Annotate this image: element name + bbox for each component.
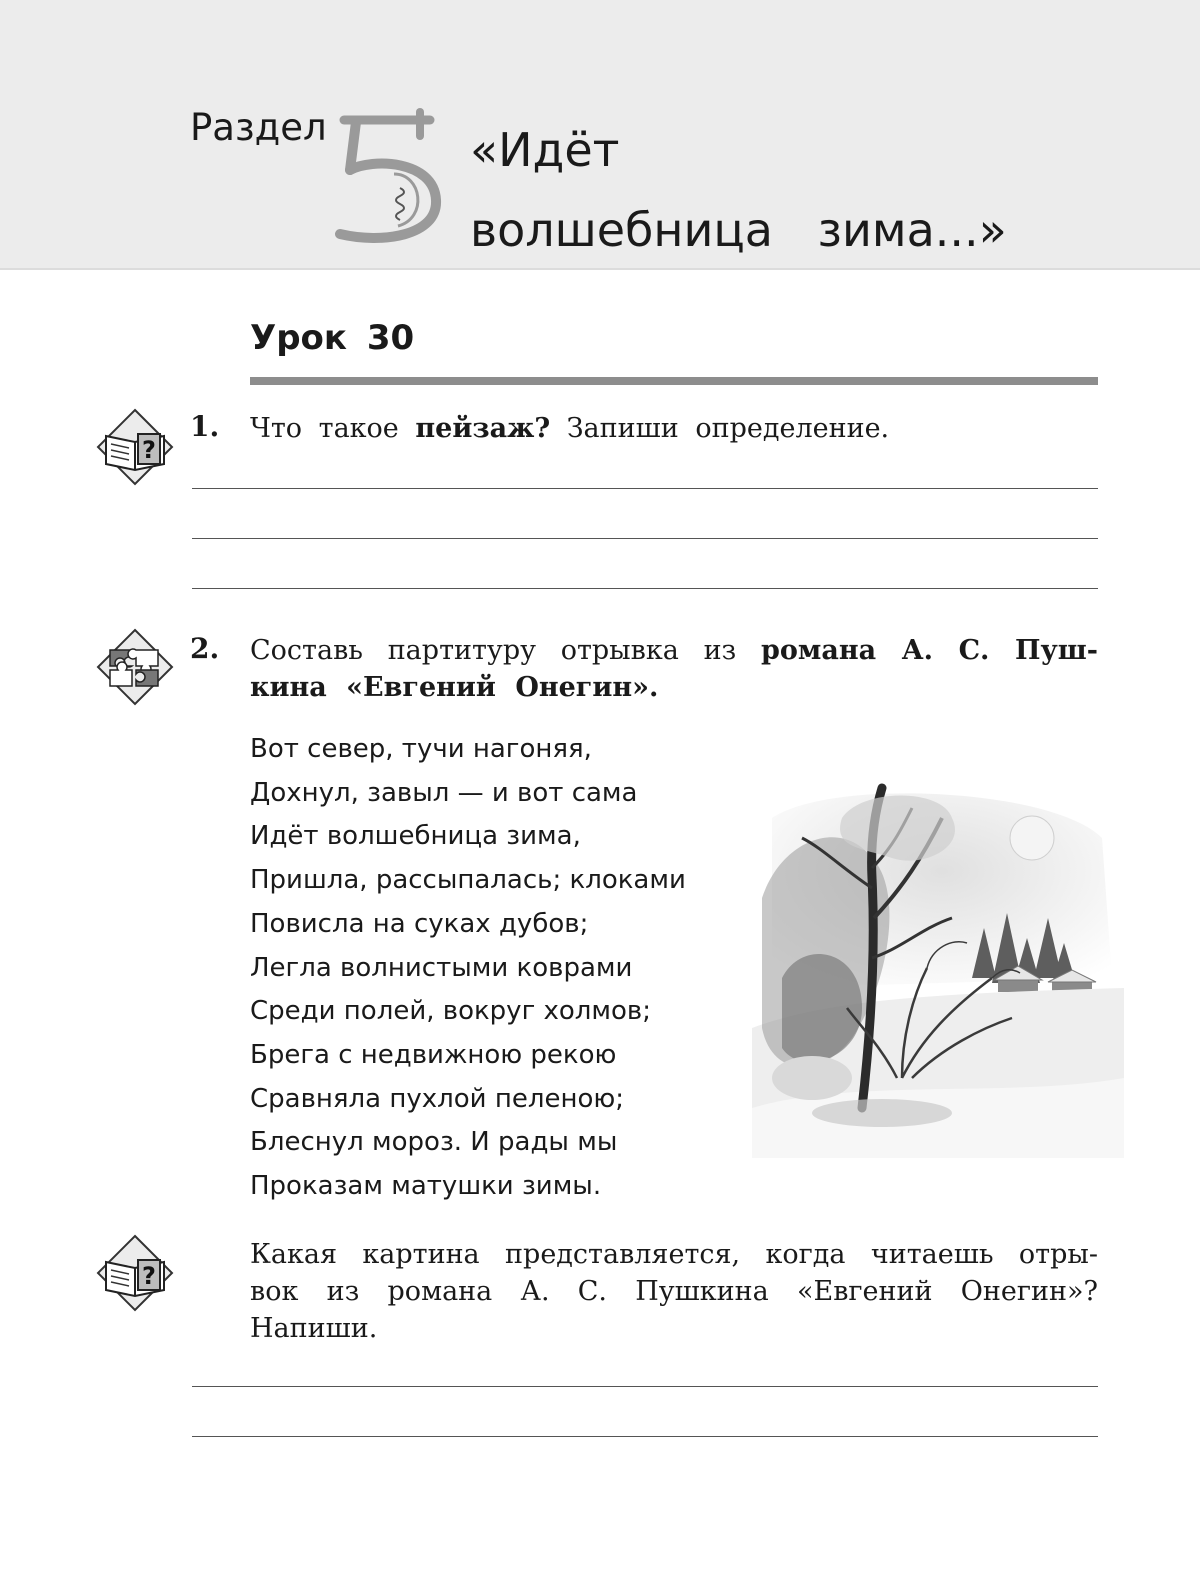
section-title	[470, 110, 1007, 270]
svg-text:?: ?	[142, 1262, 156, 1290]
winter-landscape-illustration	[752, 778, 1124, 1158]
poem-line: Блеснул мороз. И рады мы	[250, 1127, 618, 1158]
task-1-text-after: Запиши определение.	[550, 413, 890, 444]
task-2-line-1-text: Составь партитуру отрывка из	[250, 635, 762, 666]
task-1-keyword: пейзаж?	[415, 413, 551, 444]
poem-line: Дохнул, завыл — и вот сама	[250, 777, 638, 808]
answer-line[interactable]	[192, 1386, 1098, 1387]
puzzle-icon	[96, 628, 174, 706]
question-line-1: Какая картина представляется, когда читаешь отры-	[250, 1239, 1098, 1270]
poem-line: Среди полей, вокруг холмов;	[250, 996, 652, 1027]
lesson-title: Урок 30	[250, 318, 415, 358]
poem-line: Проказам матушки зимы.	[250, 1171, 602, 1202]
poem-line: Брега с недвижною рекою	[250, 1039, 617, 1070]
section-number-5-icon	[332, 108, 444, 248]
task-2-text	[250, 632, 1098, 706]
question-text	[250, 1236, 1098, 1347]
poem-line: Пришла, рассыпалась; клоками	[250, 865, 686, 896]
section-title-line-1: «Идёт	[470, 123, 620, 177]
task-1-number: 1.	[190, 410, 220, 443]
answer-line[interactable]	[192, 1436, 1098, 1437]
task-2-line-2	[250, 669, 1098, 706]
task-2-number: 2.	[190, 632, 220, 665]
section-header	[0, 0, 1200, 270]
task-2-line-2-bold: кина «Евгений Онегин».	[250, 672, 659, 703]
section-label: Раздел	[190, 106, 327, 149]
answer-line[interactable]	[192, 488, 1098, 489]
task-2-line-1	[250, 632, 1098, 669]
poem	[250, 728, 686, 1209]
poem-line: Сравняла пухлой пеленою;	[250, 1083, 624, 1114]
question-line-2: вок из романа А. С. Пушкина «Евгений Онегин»?	[250, 1276, 1098, 1307]
poem-line: Повисла на суках дубов;	[250, 908, 589, 939]
book-question-icon	[96, 1234, 174, 1312]
poem-line: Легла волнистыми коврами	[250, 952, 633, 983]
poem-line: Вот север, тучи нагоняя,	[250, 734, 592, 764]
task-2-line-1-bold: романа А. С. Пуш-	[761, 635, 1098, 666]
poem-line: Идёт волшебница зима,	[250, 821, 581, 852]
answer-line[interactable]	[192, 538, 1098, 539]
answer-line[interactable]	[192, 588, 1098, 589]
task-1-text	[250, 410, 1098, 447]
lesson-divider	[250, 377, 1098, 385]
section-title-line-2: волшебница зима...»	[470, 203, 1007, 257]
task-1-text-before: Что такое	[250, 413, 416, 444]
question-line-3: Напиши.	[250, 1313, 378, 1344]
svg-text:?: ?	[142, 436, 156, 464]
book-question-icon	[96, 408, 174, 486]
